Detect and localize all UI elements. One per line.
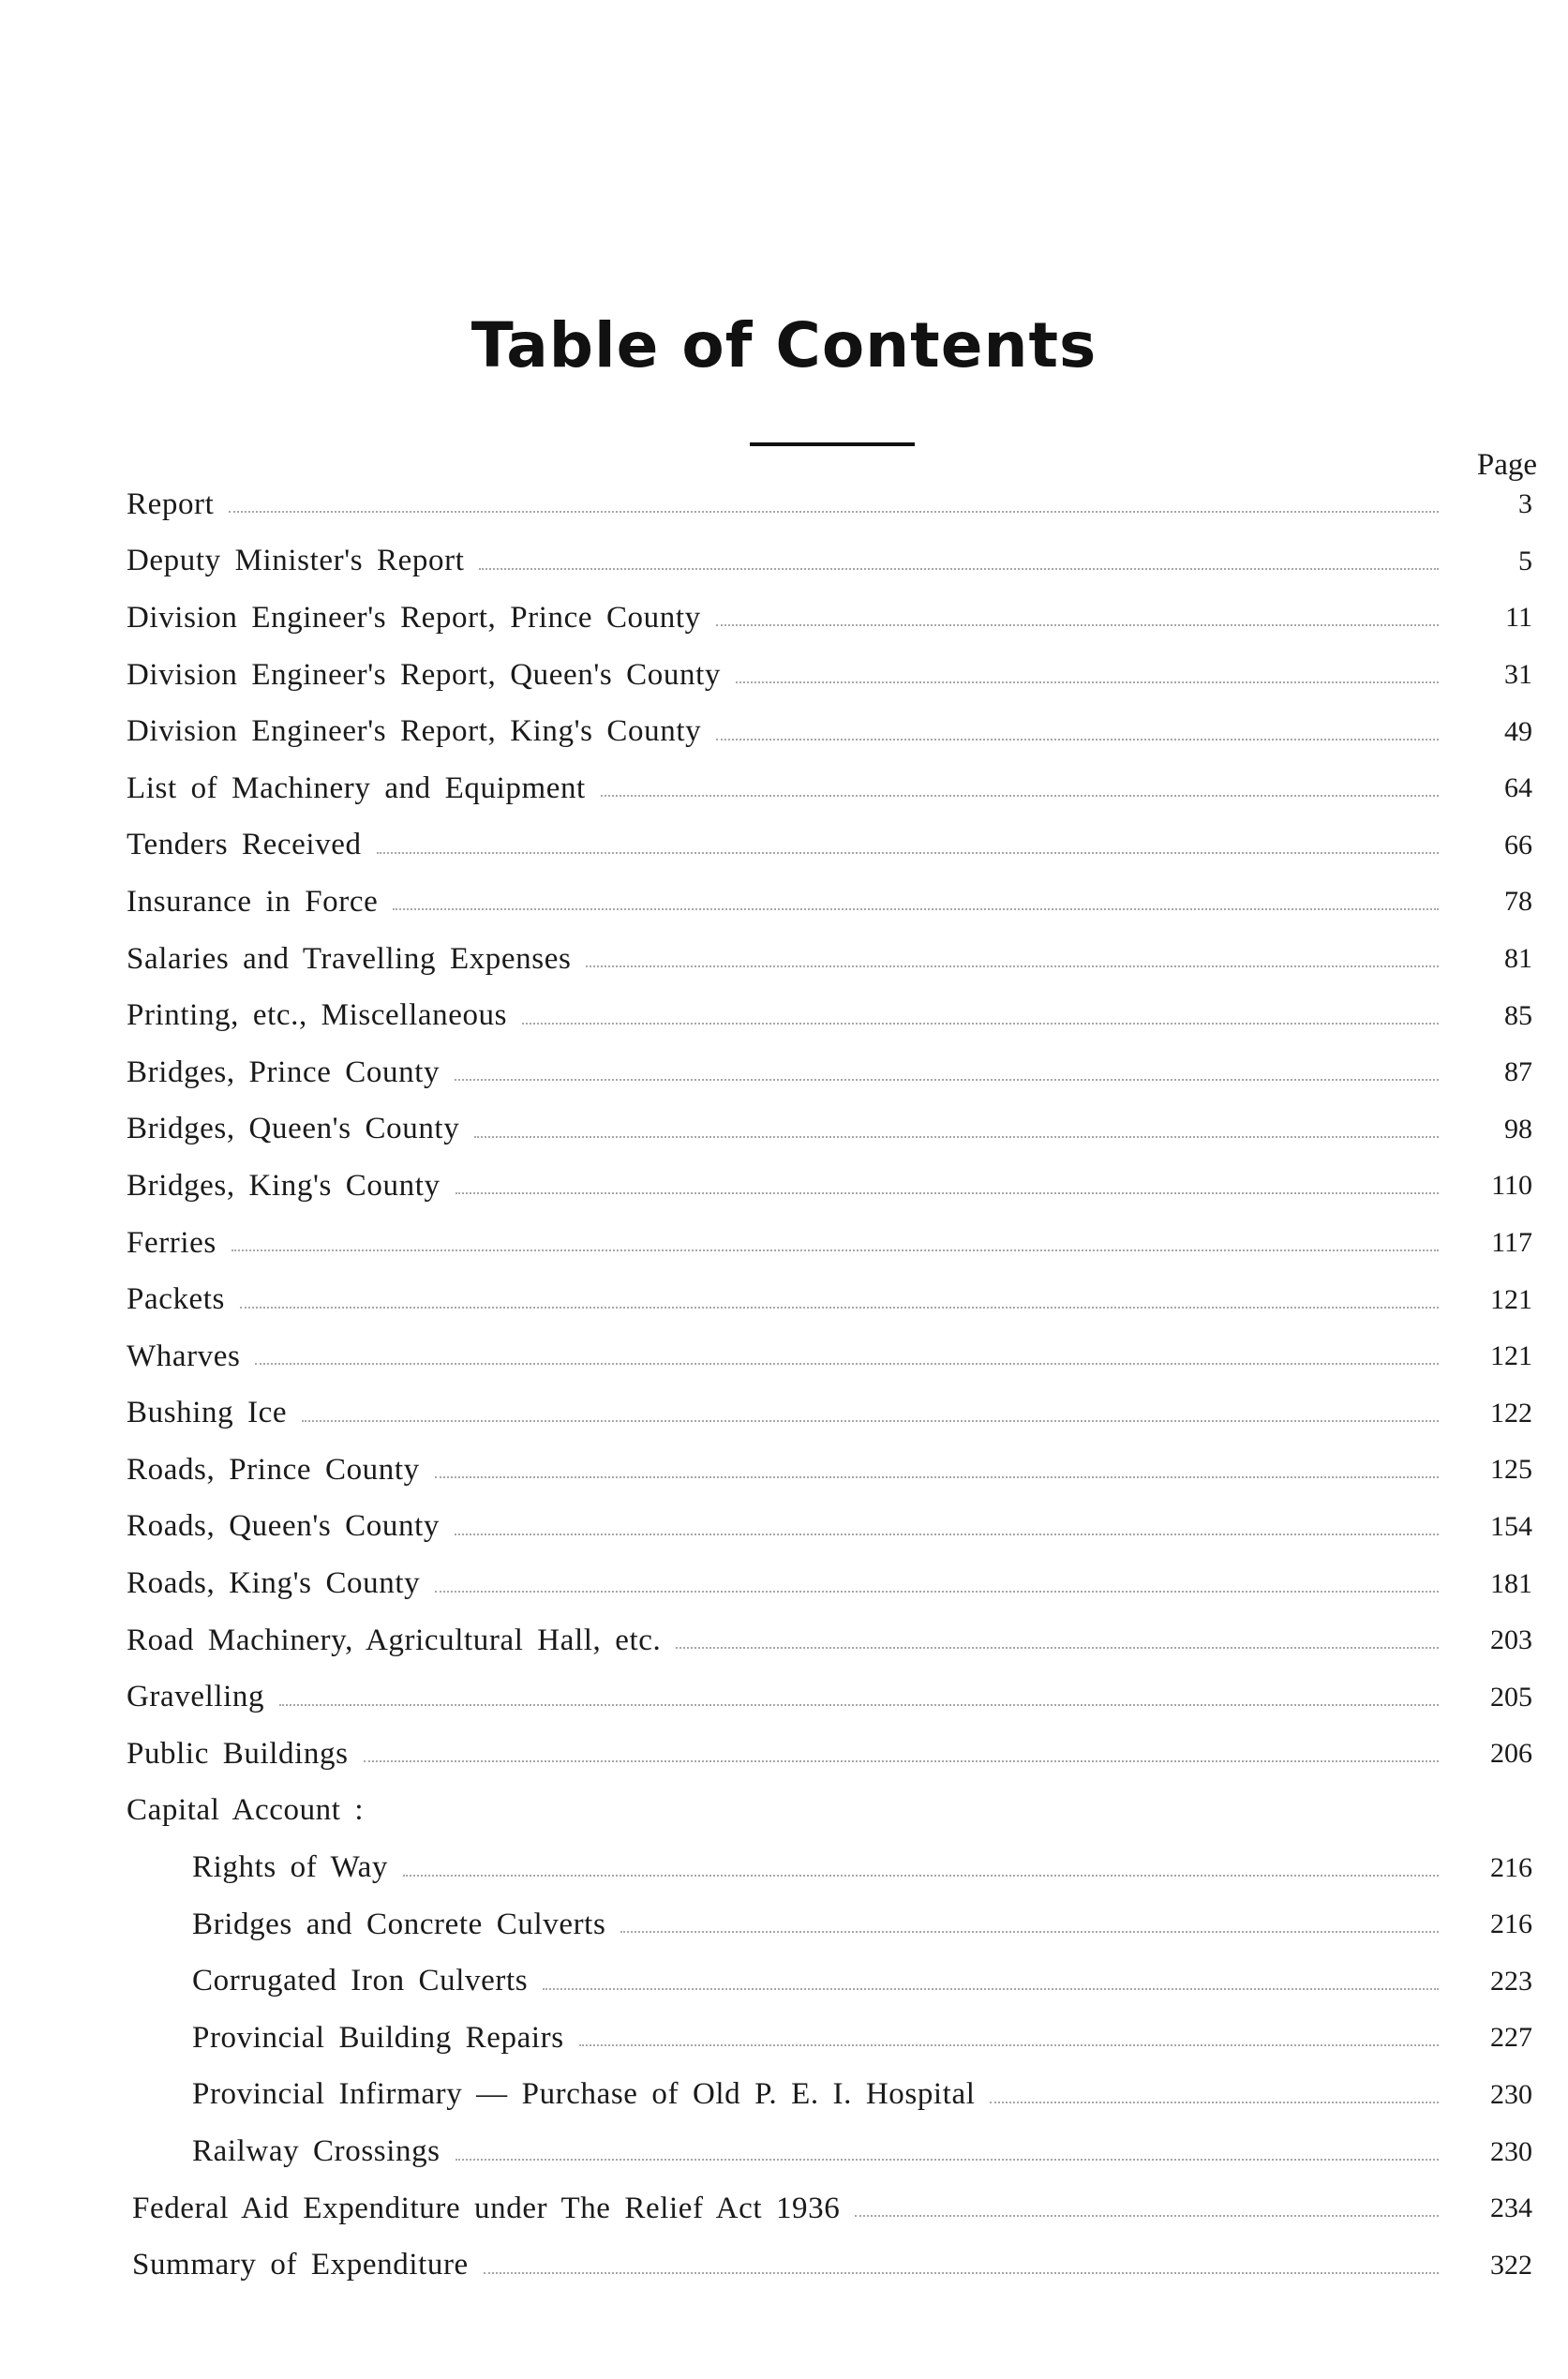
toc-entry: [127, 703, 1532, 760]
toc-entry: [127, 1442, 1532, 1499]
toc-entry-page: 5: [1518, 545, 1532, 576]
dot-leader: [474, 1136, 1439, 1138]
toc-subentry: [127, 1896, 1532, 1953]
dot-leader: [543, 1988, 1439, 1990]
toc-entry-label: Roads, Prince County: [127, 1452, 420, 1487]
dot-leader: [364, 1760, 1439, 1762]
toc-entry-page: 206: [1490, 1738, 1532, 1770]
toc-entry-label: Salaries and Travelling Expenses: [127, 941, 572, 976]
toc-entry: [127, 1612, 1532, 1669]
toc-subentry: [127, 2067, 1532, 2124]
toc-entry-page: 11: [1505, 602, 1532, 634]
toc-entry-page: 223: [1490, 1965, 1532, 1997]
toc-entry-page: 64: [1504, 772, 1532, 804]
dot-leader: [455, 2159, 1439, 2161]
dot-leader: [579, 2044, 1439, 2046]
toc-entry-label: Insurance in Force: [127, 884, 379, 919]
toc-entry-label: Road Machinery, Agricultural Hall, etc.: [127, 1623, 662, 1657]
dot-leader: [716, 624, 1439, 626]
toc-entry-page: 154: [1490, 1510, 1532, 1542]
toc-entry: [127, 1726, 1532, 1783]
toc-entry-label: List of Machinery and Equipment: [127, 771, 586, 805]
toc-entry: [127, 874, 1532, 931]
dot-leader: [479, 568, 1439, 570]
toc-entry: [127, 1158, 1532, 1215]
toc-entry: [127, 1271, 1532, 1328]
dot-leader: [455, 1079, 1439, 1081]
toc-entry-page: 117: [1491, 1227, 1532, 1259]
toc-entry-page: 203: [1490, 1624, 1532, 1656]
toc-entry-label: Wharves: [127, 1339, 241, 1373]
toc-entry: [127, 2180, 1532, 2237]
toc-subentry: [127, 1839, 1532, 1896]
toc-subentry: [127, 2010, 1532, 2067]
toc-entry-label: Bridges, Prince County: [127, 1055, 441, 1089]
toc-entry-page: 78: [1504, 886, 1532, 918]
dot-leader: [586, 965, 1439, 967]
dot-leader: [716, 739, 1439, 741]
toc-entry-page: 121: [1490, 1283, 1532, 1315]
dot-leader: [377, 852, 1439, 854]
page-column-header: Page: [1476, 448, 1537, 482]
toc-entry-page: 234: [1490, 2192, 1532, 2224]
toc-entry-page: 230: [1490, 2135, 1532, 2167]
toc-entry-page: 121: [1490, 1340, 1532, 1372]
toc-entry-label: Bushing Ice: [127, 1396, 288, 1430]
toc-entry-page: 216: [1490, 1851, 1532, 1883]
toc-entry-label: Bridges, King's County: [127, 1168, 441, 1203]
dot-leader: [393, 908, 1439, 910]
toc-entry: [127, 533, 1532, 591]
title-rule: [750, 442, 915, 446]
toc-subentry: [127, 1953, 1532, 2010]
toc-entry-label: Division Engineer's Report, Queen's County: [127, 657, 721, 692]
toc-entry-label: Ferries: [127, 1225, 217, 1260]
toc-entry-label: Provincial Building Repairs: [192, 2020, 564, 2055]
dot-leader: [435, 1591, 1439, 1593]
toc-entry-page: 216: [1490, 1908, 1532, 1940]
toc-entry-label: Printing, etc., Miscellaneous: [127, 998, 508, 1033]
toc-entry: [127, 2237, 1532, 2294]
dot-leader: [231, 1249, 1439, 1251]
toc-entry-label: Gravelling: [127, 1680, 265, 1714]
toc-entry: [127, 1668, 1532, 1726]
dot-leader: [279, 1704, 1439, 1706]
toc-entry: [127, 590, 1532, 647]
toc-entry-label: Provincial Infirmary — Purchase of Old P. E. I. Hospital: [192, 2077, 976, 2112]
toc-entry-page: 66: [1504, 829, 1532, 860]
dot-leader: [255, 1363, 1439, 1365]
toc-entry-page: 227: [1490, 2022, 1532, 2054]
toc-entry: [127, 1385, 1532, 1443]
toc-entry: [127, 817, 1532, 875]
toc-entry: [127, 1044, 1532, 1101]
toc-section-label: Capital Account :: [127, 1793, 365, 1828]
toc-entry-label: Roads, King's County: [127, 1566, 421, 1601]
page-title: Table of Contents: [470, 309, 1098, 382]
toc-entry-label: Corrugated Iron Culverts: [192, 1964, 529, 1998]
toc-entry: [127, 931, 1532, 988]
toc-entry-label: Public Buildings: [127, 1736, 349, 1771]
dot-leader: [855, 2215, 1439, 2217]
dot-leader: [676, 1647, 1439, 1649]
dot-leader: [601, 795, 1439, 797]
toc-entry-page: 322: [1490, 2249, 1532, 2281]
toc-entry-label: Packets: [127, 1282, 226, 1317]
toc-section-heading: [127, 1783, 1532, 1840]
toc-entry: [127, 1555, 1532, 1612]
toc-entry-label: Roads, Queen's County: [127, 1509, 440, 1544]
toc-entry-label: Summary of Expenditure: [132, 2248, 469, 2282]
dot-leader: [990, 2102, 1439, 2103]
toc-entry-label: Tenders Received: [127, 828, 362, 862]
toc-entry: [127, 1101, 1532, 1159]
dot-leader: [229, 511, 1439, 513]
toc-entry-label: Bridges, Queen's County: [127, 1112, 460, 1146]
dot-leader: [620, 1931, 1439, 1933]
toc-entry-label: Federal Aid Expenditure under The Relief Act 1936: [132, 2191, 841, 2225]
toc-entry-page: 230: [1490, 2078, 1532, 2110]
toc-entry-page: 205: [1490, 1681, 1532, 1713]
dot-leader: [403, 1875, 1439, 1877]
toc-entry-label: Bridges and Concrete Culverts: [192, 1907, 606, 1941]
toc-entry-label: Division Engineer's Report, King's County: [127, 714, 702, 749]
toc-entry-page: 49: [1504, 715, 1532, 747]
toc-entry-page: 81: [1504, 943, 1532, 975]
dot-leader: [302, 1420, 1439, 1422]
dot-leader: [484, 2272, 1439, 2274]
toc-entry-page: 110: [1491, 1170, 1532, 1202]
toc-entry-page: 87: [1504, 1056, 1532, 1088]
toc-entry: [127, 476, 1532, 533]
toc-entry: [127, 647, 1532, 704]
toc-entry: [127, 1499, 1532, 1556]
toc-entry-label: Rights of Way: [192, 1850, 389, 1885]
toc-entry: [127, 760, 1532, 817]
toc-subentry: [127, 2123, 1532, 2180]
toc-entry-page: 181: [1490, 1567, 1532, 1599]
table-of-contents: [127, 476, 1532, 2294]
toc-entry-label: Report: [127, 486, 215, 521]
toc-entry-label: Division Engineer's Report, Prince County: [127, 600, 701, 635]
toc-entry-page: 3: [1518, 488, 1532, 520]
toc-entry-label: Deputy Minister's Report: [127, 544, 465, 578]
dot-leader: [455, 1192, 1439, 1194]
dot-leader: [455, 1534, 1439, 1535]
toc-entry-label: Railway Crossings: [192, 2134, 441, 2169]
toc-entry-page: 85: [1504, 999, 1532, 1031]
dot-leader: [435, 1476, 1439, 1478]
toc-entry-page: 125: [1490, 1454, 1532, 1486]
dot-leader: [522, 1023, 1439, 1025]
toc-entry-page: 122: [1490, 1397, 1532, 1429]
dot-leader: [240, 1307, 1439, 1309]
toc-entry-page: 31: [1504, 659, 1532, 691]
toc-entry-page: 98: [1504, 1113, 1532, 1145]
toc-entry: [127, 987, 1532, 1044]
toc-entry: [127, 1328, 1532, 1385]
dot-leader: [736, 681, 1439, 683]
toc-entry: [127, 1215, 1532, 1272]
